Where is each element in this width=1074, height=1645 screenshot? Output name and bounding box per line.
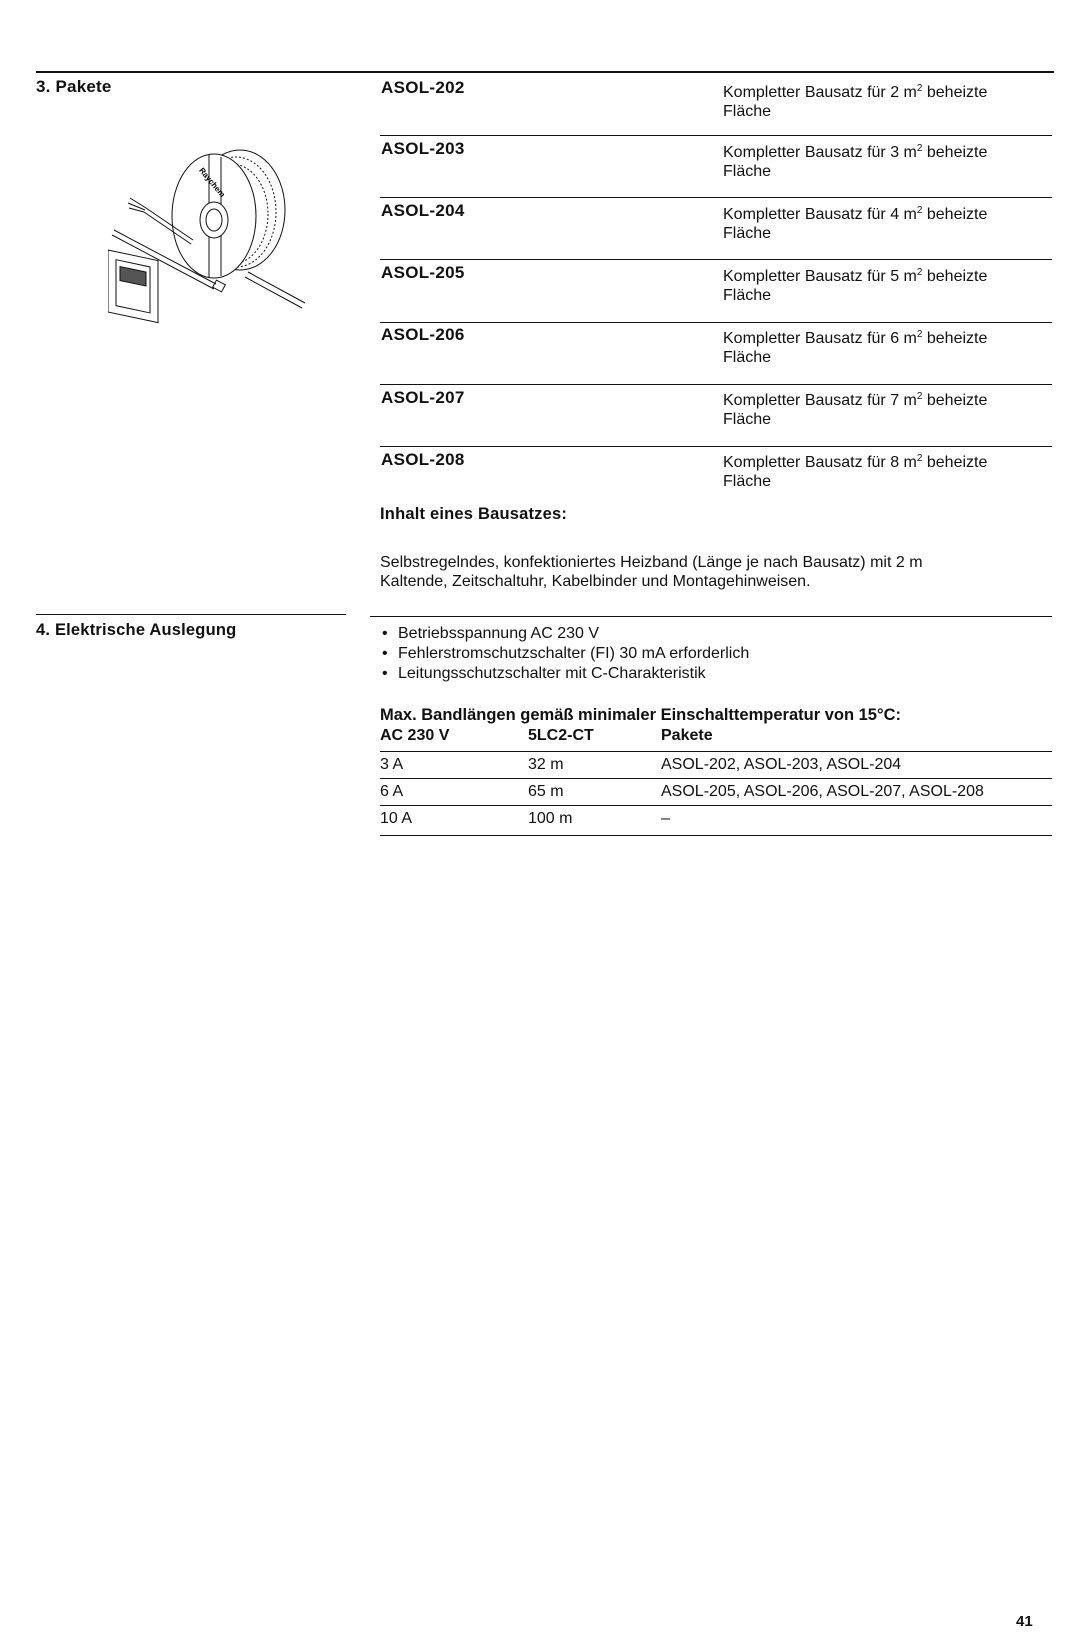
package-code: ASOL-205 [381, 263, 465, 282]
package-code: ASOL-207 [381, 388, 465, 407]
package-description: Kompletter Bausatz für 8 $m^2$ beheizte Fläche [723, 453, 988, 490]
section3-heading: 3. Pakete [36, 77, 112, 96]
package-code: ASOL-203 [381, 139, 465, 158]
table-bottom-rule [380, 835, 1052, 836]
package-description: Kompletter Bausatz für 3 $m^2$ beheizte Fläche [723, 143, 988, 180]
package-description: Kompletter Bausatz für 5 $m^2$ beheizte Fläche [723, 267, 988, 304]
row-divider [380, 446, 1052, 447]
max-length-table-title: Max. Bandlängen gemäß minimaler Einschalttemperatur von 15°C: [380, 706, 901, 724]
row-divider [380, 197, 1052, 198]
table-divider [380, 751, 1052, 752]
section4-top-rule-right [370, 616, 1052, 617]
cell-packages: ASOL-202, ASOL-203, ASOL-204 [661, 756, 902, 773]
section4-heading: 4. Elektrische Auslegung [36, 621, 237, 639]
table-divider [380, 805, 1052, 806]
package-code: ASOL-204 [381, 201, 465, 220]
list-item: • Leitungsschutzschalter mit C-Charakteristik [380, 664, 1050, 684]
list-item: • Betriebsspannung AC 230 V [380, 624, 1050, 644]
header-voltage: AC 230 V [380, 727, 450, 744]
header-cable-type: 5LC2-CT [528, 727, 594, 744]
package-description: Kompletter Bausatz für 7 $m^2$ beheizte Fläche [723, 391, 988, 428]
package-code: ASOL-206 [381, 325, 465, 344]
table-row [380, 810, 1050, 830]
brand-label: Raychem [197, 165, 227, 200]
electrical-requirements-list [380, 624, 1050, 684]
cell-length: 32 m [528, 756, 564, 773]
cell-breaker: 6 A [380, 783, 404, 800]
cell-breaker: 3 A [380, 756, 404, 773]
package-description: Kompletter Bausatz für 6 $m^2$ beheizte Fläche [723, 329, 988, 366]
kit-illustration [108, 140, 323, 350]
page-number: 41 [1016, 1613, 1033, 1630]
cell-length: 100 m [528, 810, 573, 827]
row-divider [380, 259, 1052, 260]
section3-top-rule [36, 71, 1054, 73]
cell-length: 65 m [528, 783, 564, 800]
row-divider [380, 135, 1052, 136]
cell-breaker: 10 A [380, 810, 413, 827]
package-code: ASOL-208 [381, 450, 465, 469]
row-divider [380, 384, 1052, 385]
package-code: ASOL-202 [381, 78, 465, 97]
cell-packages: – [661, 810, 670, 827]
kit-contents-text: Selbstregelndes, konfektioniertes Heizband (Länge je nach Bausatz) mit 2 m Kaltende, Zeitschaltuhr, Kabelbinder und Montagehinweisen. [380, 554, 923, 590]
header-packages: Pakete [661, 727, 713, 744]
kit-contents-heading: Inhalt eines Bausatzes: [380, 505, 568, 523]
list-item: • Fehlerstromschutzschalter (FI) 30 mA erforderlich [380, 644, 1050, 664]
table-header [380, 727, 1050, 747]
table-row [380, 756, 1050, 776]
heating-kit-drawing-icon [108, 140, 323, 350]
package-description: Kompletter Bausatz für 2 $m^2$ beheizte Fläche [723, 83, 988, 120]
row-divider [380, 322, 1052, 323]
table-divider [380, 778, 1052, 779]
table-row [380, 783, 1050, 803]
package-description: Kompletter Bausatz für 4 $m^2$ beheizte Fläche [723, 205, 988, 242]
cell-packages: ASOL-205, ASOL-206, ASOL-207, ASOL-208 [661, 783, 984, 800]
section4-top-rule-left [36, 614, 346, 615]
